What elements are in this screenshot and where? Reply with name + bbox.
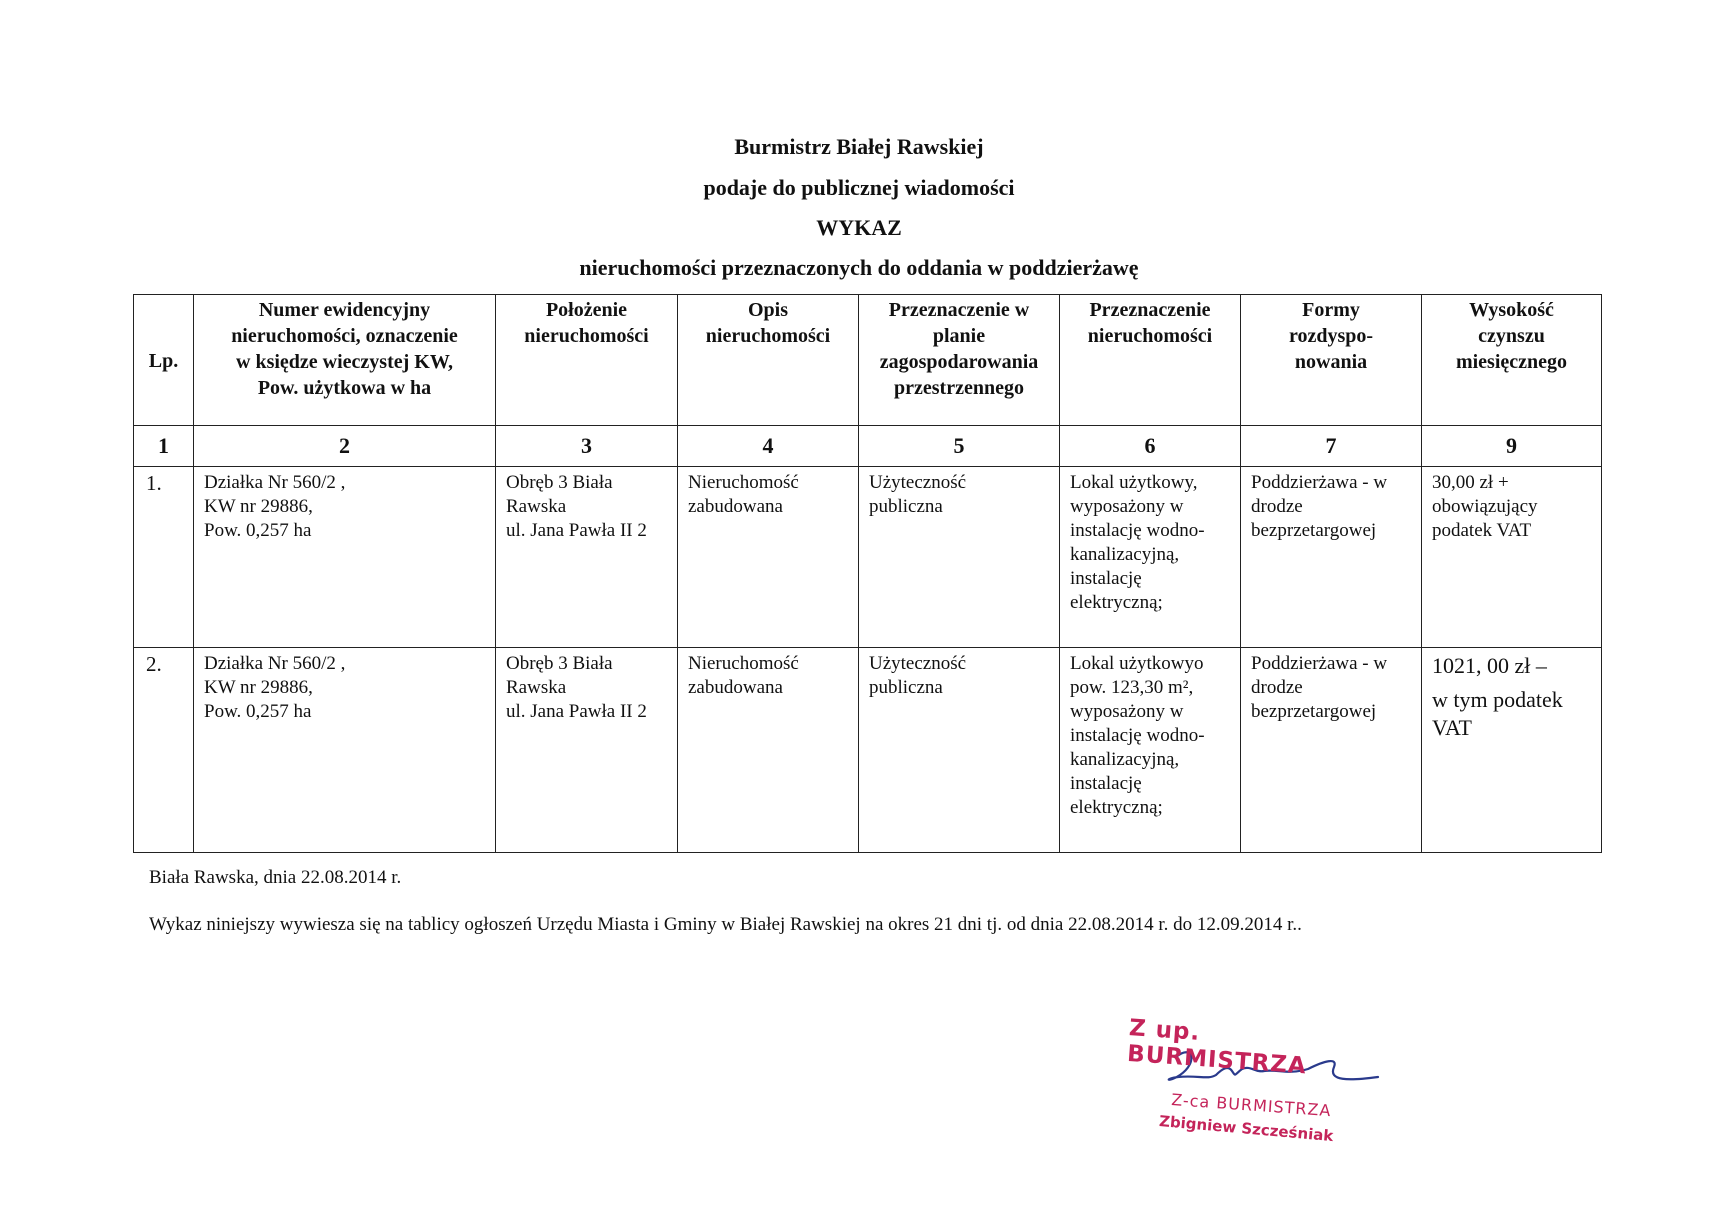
cell-line: drodze — [1251, 496, 1303, 517]
cell-numer — [194, 648, 496, 853]
column-number: 4 — [678, 426, 859, 467]
header-cell — [1422, 295, 1602, 426]
cell-opis — [678, 648, 859, 853]
cell-line: Rawska — [506, 496, 567, 517]
cell-line: VAT — [1432, 715, 1472, 740]
cell-line: Poddzierżawa - w — [1251, 472, 1388, 493]
cell-line: wyposażony w — [1070, 496, 1184, 517]
cell-formy — [1241, 648, 1422, 853]
cell-line: Nieruchomość — [688, 653, 799, 674]
table-header-row — [134, 295, 1602, 426]
column-number: 9 — [1422, 426, 1602, 467]
cell-opis — [678, 467, 859, 648]
stamp-line-2: Z-ca BURMISTRZA — [1170, 1090, 1333, 1121]
cell-czynsz — [1422, 467, 1602, 648]
table-row — [134, 467, 1602, 648]
header-line: czynszu — [1478, 325, 1545, 347]
cell-line: kanalizacyjną, — [1070, 749, 1180, 770]
cell-line: 1021, 00 zł – — [1432, 653, 1547, 678]
header-line: Numer ewidencyjny — [258, 299, 431, 321]
table-row — [134, 648, 1602, 853]
header-line: nieruchomości — [1087, 325, 1213, 347]
header-line: Przeznaczenie — [1089, 299, 1211, 321]
cell-line: Działka Nr 560/2 , — [204, 472, 346, 493]
cell-line: 30,00 zł + — [1432, 472, 1509, 493]
cell-line: obowiązujący — [1432, 496, 1538, 517]
cell-line: publiczna — [869, 677, 943, 698]
header-line: Położenie — [545, 299, 628, 321]
header-cell — [134, 295, 194, 426]
cell-line: elektryczną; — [1070, 592, 1163, 613]
header-cell — [1060, 295, 1241, 426]
cell-line: elektryczną; — [1070, 797, 1163, 818]
cell-plan — [859, 648, 1060, 853]
header-line: planie — [932, 325, 986, 347]
header-line: nieruchomości, oznaczenie — [231, 325, 458, 347]
header-cell — [194, 295, 496, 426]
cell-line: KW nr 29886, — [204, 496, 313, 517]
cell-line: bezprzetargowej — [1251, 701, 1377, 722]
cell-line: podatek VAT — [1432, 520, 1532, 541]
cell-line: instalację wodno- — [1070, 725, 1205, 746]
column-number-row — [134, 426, 1602, 467]
cell-plan — [859, 467, 1060, 648]
header-cell — [859, 295, 1060, 426]
cell-line: Użyteczność — [869, 653, 967, 674]
cell-line: drodze — [1251, 677, 1303, 698]
cell-line: Użyteczność — [869, 472, 967, 493]
cell-line: KW nr 29886, — [204, 677, 313, 698]
cell-line: bezprzetargowej — [1251, 520, 1377, 541]
cell-line: zabudowana — [688, 496, 783, 517]
cell-line: Nieruchomość — [688, 472, 799, 493]
header-cell — [678, 295, 859, 426]
column-number: 5 — [859, 426, 1060, 467]
cell-line: Rawska — [506, 677, 567, 698]
header-line: nieruchomości — [705, 325, 831, 347]
header-line: nieruchomości — [524, 325, 649, 347]
cell-line: Obręb 3 Biała — [506, 653, 613, 674]
header-line: Formy — [1302, 299, 1360, 321]
cell-line: Działka Nr 560/2 , — [204, 653, 346, 674]
header-subtitle: podaje do publicznej wiadomości — [703, 175, 1015, 200]
cell-line: w tym podatek — [1432, 687, 1563, 712]
cell-line: wyposażony w — [1070, 701, 1184, 722]
header-line: zagospodarowania — [879, 351, 1039, 373]
official-stamp — [1126, 1015, 1390, 1146]
cell-line: ul. Jana Pawła II 2 — [506, 520, 647, 541]
stamp-line-1: Z up. BURMISTRZA — [1126, 1015, 1308, 1080]
stamp-line-3: Zbigniew Szcześniak — [1158, 1112, 1335, 1146]
cell-polozenie — [496, 648, 678, 853]
cell-czynsz — [1422, 648, 1602, 853]
header-line: miesięcznego — [1455, 351, 1568, 373]
date-line: Biała Rawska, dnia 22.08.2014 r. — [149, 867, 402, 888]
cell-przeznaczenie — [1060, 467, 1241, 648]
notice-text: Wykaz niniejszy wywiesza się na tablicy ogłoszeń Urzędu Miasta i Gminy w Białej Rawskiej na okres 21 dni tj. od dnia 22.08.2014 r. do 12.09.2014 r.. — [149, 914, 1302, 935]
cell-line: publiczna — [869, 496, 943, 517]
header-line: przestrzennego — [894, 377, 1024, 399]
column-number: 2 — [194, 426, 496, 467]
cell-line: zabudowana — [688, 677, 783, 698]
column-number: 7 — [1241, 426, 1422, 467]
cell-line: ul. Jana Pawła II 2 — [506, 701, 647, 722]
property-table — [133, 294, 1602, 853]
cell-line: pow. 123,30 m², — [1070, 677, 1194, 698]
header-title: Burmistrz Białej Rawskiej — [734, 134, 984, 159]
row-number: 2. — [134, 648, 194, 853]
cell-line: Obręb 3 Biała — [506, 472, 613, 493]
header-cell — [496, 295, 678, 426]
cell-formy — [1241, 467, 1422, 648]
cell-line: Pow. 0,257 ha — [204, 520, 312, 541]
cell-line: Poddzierżawa - w — [1251, 653, 1388, 674]
header-line: Wysokość — [1469, 299, 1554, 321]
header-line: Pow. użytkowa w ha — [257, 377, 432, 399]
column-number: 1 — [134, 426, 194, 467]
column-number: 3 — [496, 426, 678, 467]
cell-line: kanalizacyjną, — [1070, 544, 1180, 565]
cell-przeznaczenie — [1060, 648, 1241, 853]
header-description: nieruchomości przeznaczonych do oddania w poddzierżawę — [579, 255, 1139, 280]
cell-polozenie — [496, 467, 678, 648]
cell-line: Pow. 0,257 ha — [204, 701, 312, 722]
header-line: w księdze wieczystej KW, — [236, 351, 453, 373]
header-line: Lp. — [148, 350, 179, 372]
row-number: 1. — [134, 467, 194, 648]
cell-line: instalację — [1070, 568, 1142, 589]
cell-line: Lokal użytkowy, — [1070, 472, 1198, 493]
header-line: nowania — [1294, 351, 1368, 373]
cell-line: instalację wodno- — [1070, 520, 1205, 541]
cell-line: instalację — [1070, 773, 1142, 794]
header-cell — [1241, 295, 1422, 426]
header-wykaz: WYKAZ — [816, 215, 902, 240]
header-line: rozdyspo- — [1288, 325, 1374, 347]
header-line: Przeznaczenie w — [888, 299, 1030, 321]
column-number: 6 — [1060, 426, 1241, 467]
cell-numer — [194, 467, 496, 648]
cell-line: Lokal użytkowyo — [1070, 653, 1204, 674]
header-line: Opis — [747, 299, 789, 321]
